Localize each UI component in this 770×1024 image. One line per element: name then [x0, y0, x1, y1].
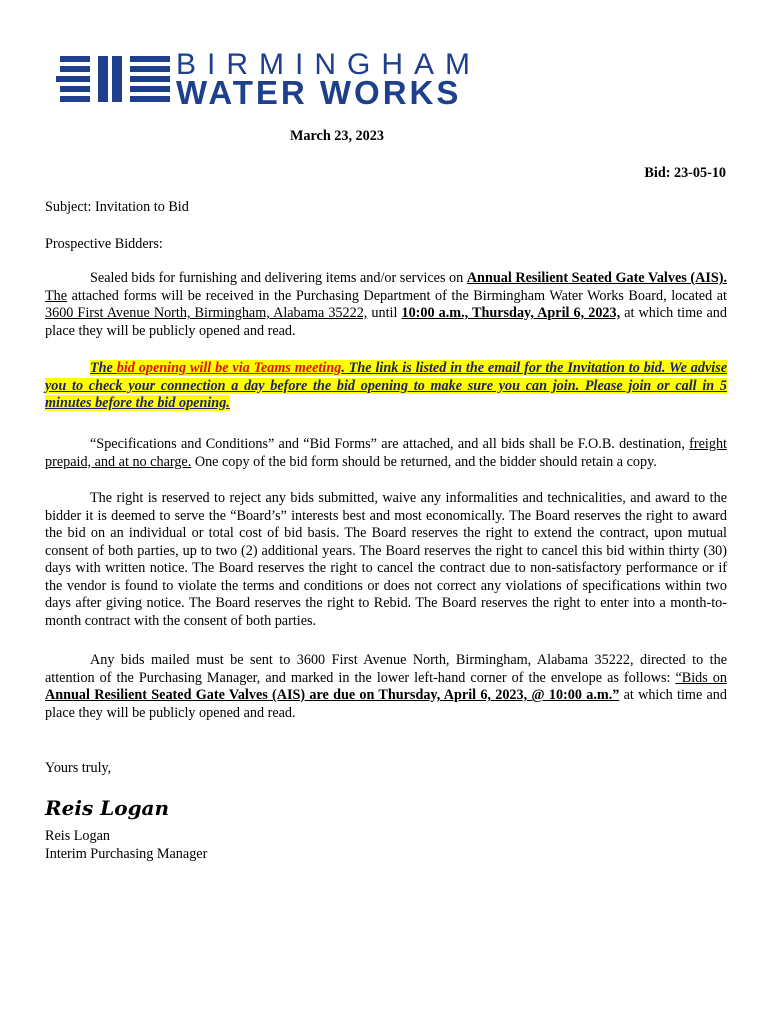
p5-envelope-marking: Annual Resilient Seated Gate Valves (AIS) are due on Thursday, April 6, 2023, @ 10:00 a.m.”: [45, 687, 620, 703]
p1-text-f: until: [367, 305, 402, 321]
letter-date: March 23, 2023: [290, 128, 384, 144]
logo-line-2: WATER WORKS: [176, 74, 462, 111]
p3-text-c: One copy of the bid form should be returned, and the bidder should retain a copy.: [191, 453, 657, 470]
p2-teams-meeting: bid opening will be via Teams meeting: [116, 360, 342, 376]
p1-text-d: attached forms will be received in the Purchasing Department of the Birmingham Water Works Board, located at: [67, 287, 727, 304]
p1-item-name: Annual Resilient Seated Gate Valves (AIS).: [466, 270, 727, 286]
paragraph-rights-reserved: [45, 490, 727, 630]
p1-text-h: at which time and place they will be publicly opened and read.: [45, 305, 727, 339]
p3-freight-terms: freight prepaid, and at no charge.: [45, 436, 727, 470]
p1-text-a: Sealed bids for furnishing and delivering items and/or services on: [90, 270, 467, 286]
p1-deadline: 10:00 a.m., Thursday, April 6, 2023,: [401, 305, 621, 321]
p1-address: 3600 First Avenue North, Birmingham, Alabama 35222,: [45, 305, 368, 321]
logo-mark-icon: [56, 50, 176, 106]
logo-line-1: BIRMINGHAM: [176, 48, 481, 81]
handwritten-signature: Reis Logan: [45, 796, 170, 820]
p5-text-b: “Bids on: [675, 669, 727, 686]
letter-subject: Subject: Invitation to Bid: [45, 199, 189, 215]
paragraph-teams-notice: [45, 360, 727, 413]
p5-text-d: at which time and place they will be publicly opened and read.: [45, 687, 727, 721]
paragraph-specifications: [45, 436, 727, 471]
p2-text-a: The: [90, 360, 117, 376]
p4-text: The right is reserved to reject any bids submitted, waive any informalities and technicalities, and award to the bidder it is deemed to serve the “Board’s” interests best and most economically. The Board reserves the right to award the bid on an individual or total cost of bid basis. The Board reserves the right to extend the contract, upon mutual consent of both parties, up to two (2) additional years. The Board reserves the right to cancel this bid within thirty (30) days with written notice. The Board reserves the right to cancel the contract due to non-satisfactory performance or if the vendor is found to violate the terms and conditions or does not correct any violations of specifications within two days after giving notice. The Board reserves the right to Rebid. The Board reserves the right to enter into a month-to-month contract with the consent of both parties.: [45, 490, 727, 629]
p2-text-c: . The link is listed in the email for the Invitation to bid. We advise you to check your connection a day before the bid opening to make sure you can join. Please join or call in 5 minutes before the bid opening.: [45, 360, 728, 411]
letter-greeting: Prospective Bidders:: [45, 236, 163, 252]
p3-text-a: “Specifications and Conditions” and “Bid Forms” are attached, and all bids shall be F.O.B. destination,: [90, 436, 690, 452]
p5-text-a: Any bids mailed must be sent to 3600 First Avenue North, Birmingham, Alabama 35222, directed to the attention of the Purchasing Manager, and marked in the lower left-hand corner of the envelope as follows:: [45, 652, 727, 686]
paragraph-mailing-instructions: [45, 652, 727, 722]
letter-closing: Yours truly,: [45, 760, 112, 776]
birmingham-water-works-logo: [56, 48, 676, 111]
bid-number: Bid: 23-05-10: [644, 165, 726, 181]
signer-name: Reis Logan: [45, 828, 111, 844]
p1-text-c: The: [45, 287, 68, 304]
paragraph-bid-intro: [45, 270, 727, 340]
signer-title: Interim Purchasing Manager: [45, 846, 208, 862]
